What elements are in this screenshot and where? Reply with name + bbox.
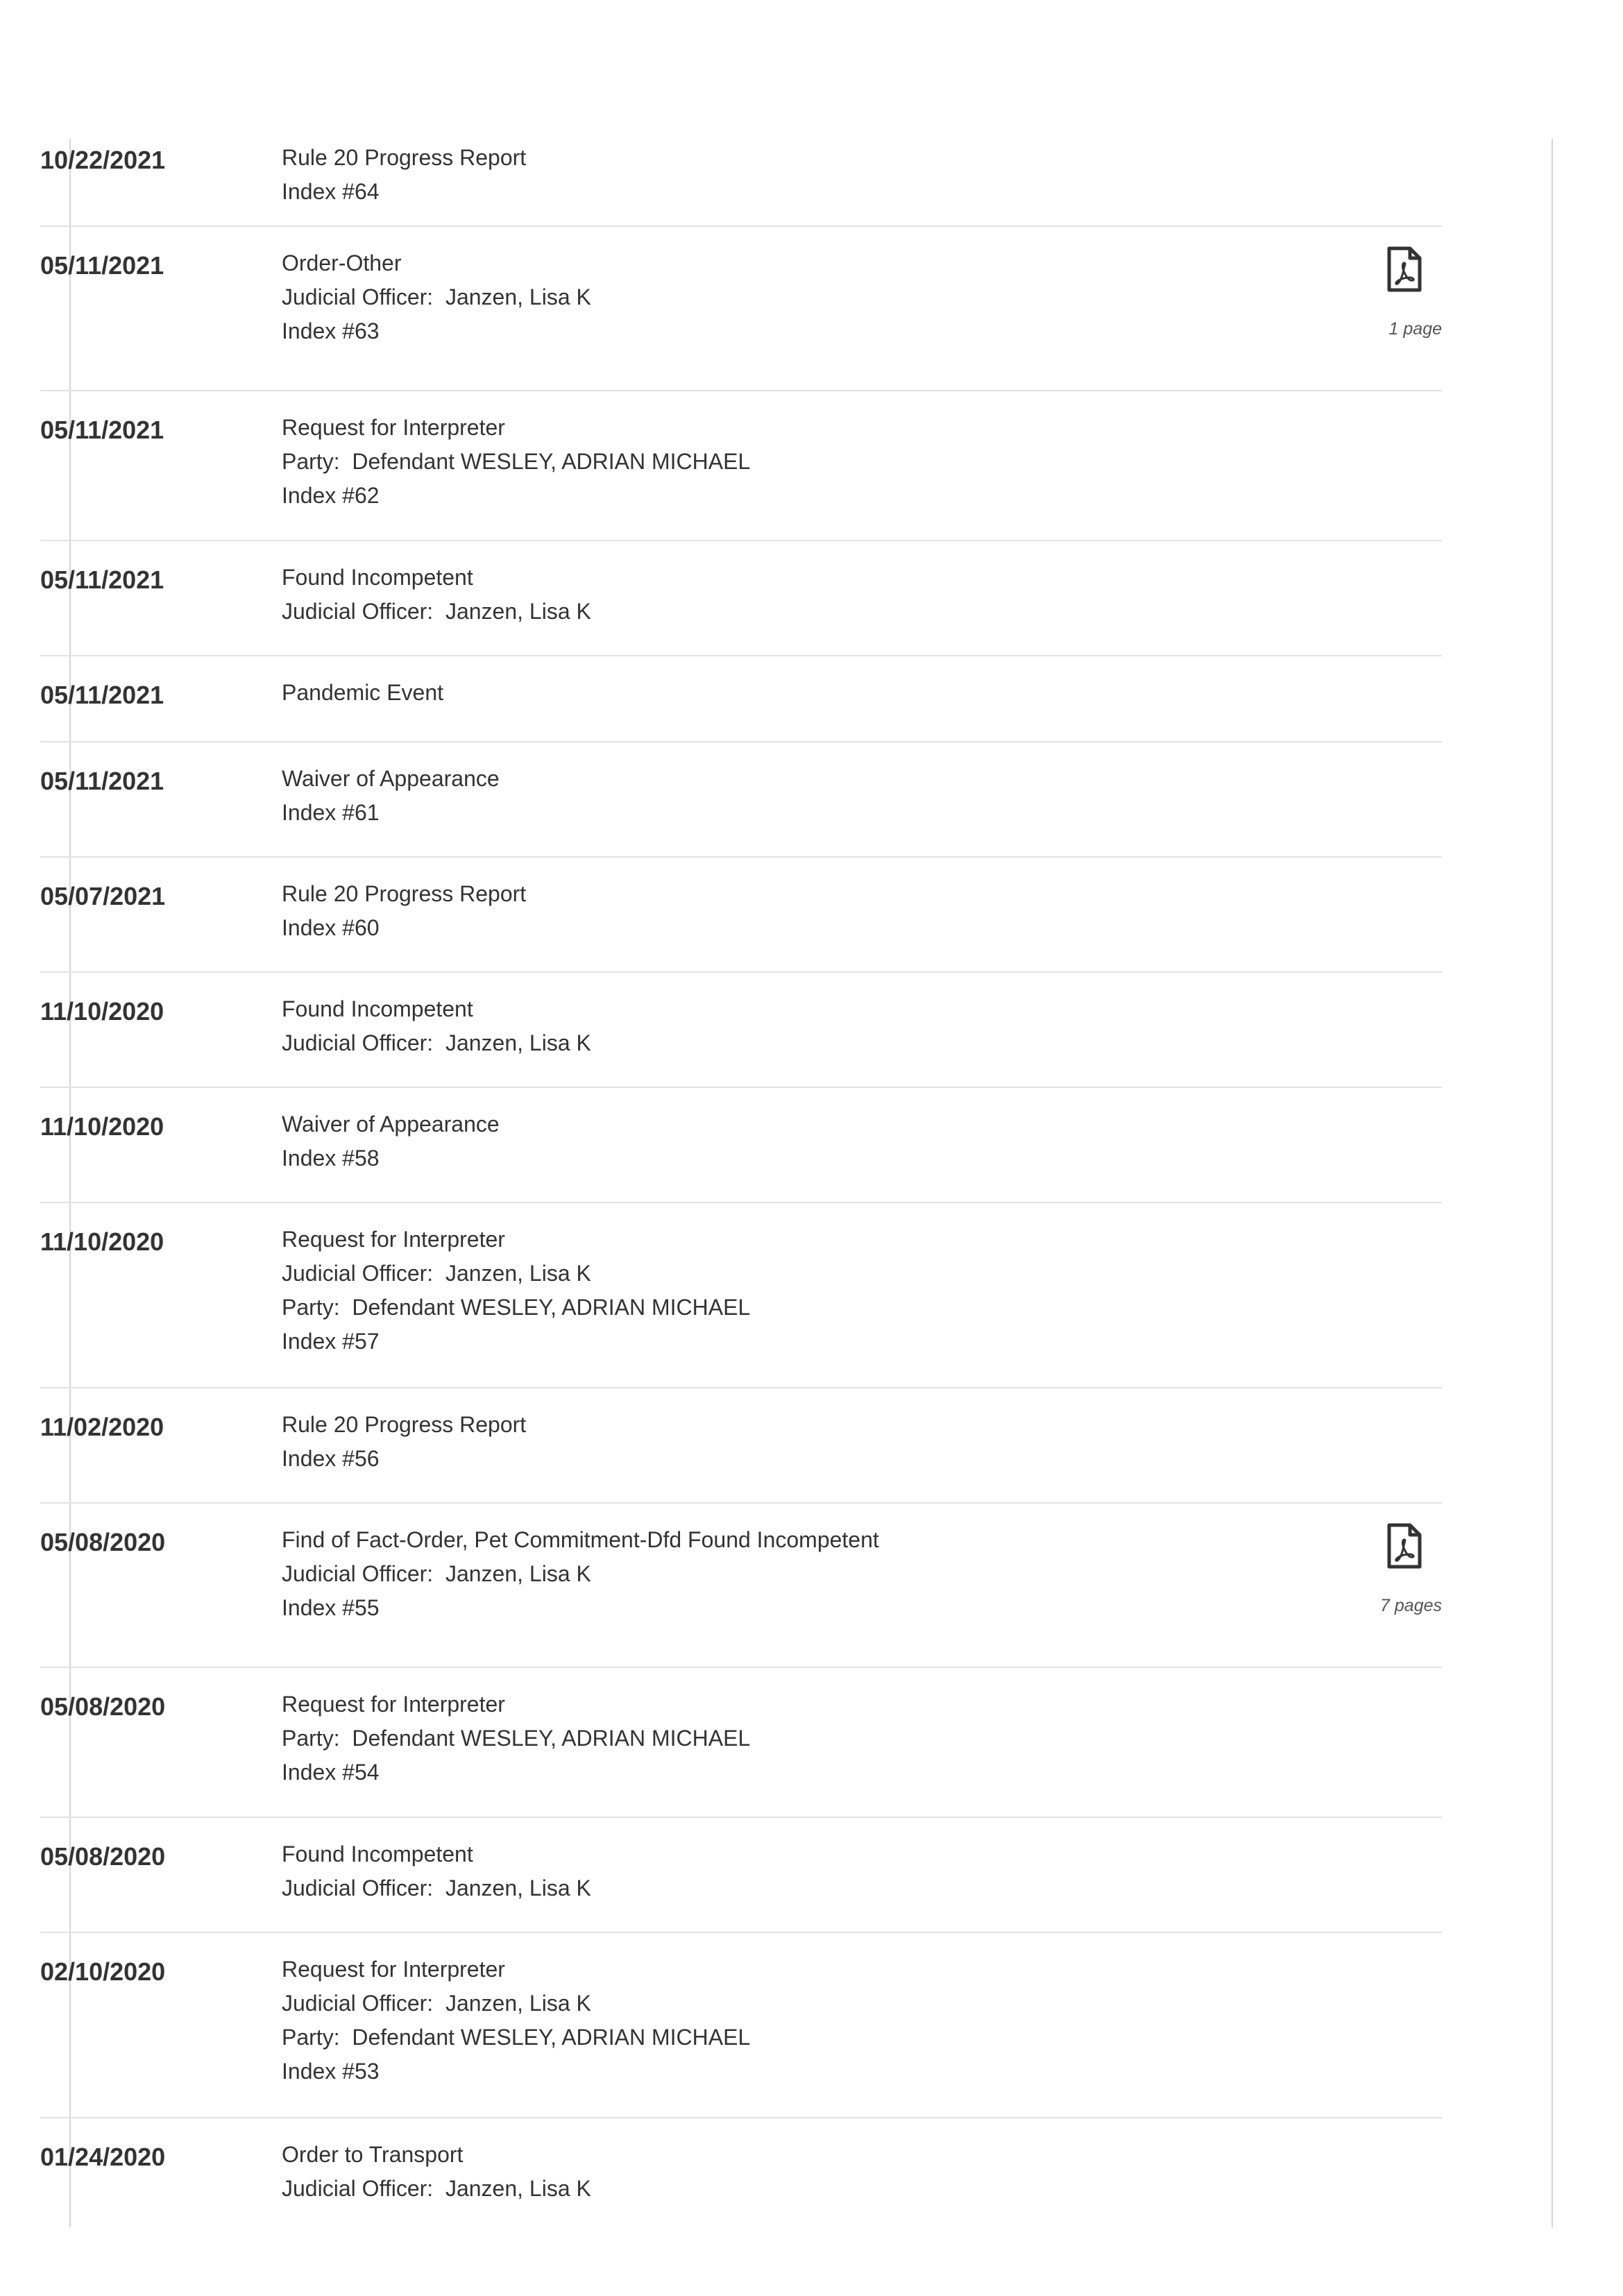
event-title: Order-Other [282,250,402,275]
event-title: Request for Interpreter [282,1957,505,1982]
case-event-row [40,858,1442,973]
case-event-row [40,1668,1442,1818]
event-title: Order to Transport [282,2142,464,2167]
event-detail-line: Index #60 [282,915,380,940]
event-document[interactable] [1359,1523,1442,1616]
event-details [282,1953,1442,2117]
event-detail-line: Judicial Officer: Janzen, Lisa K [282,1991,591,2016]
event-detail-line: Index #61 [282,800,380,825]
event-date: 02/10/2020 [40,1957,166,1986]
event-date: 11/10/2020 [40,1112,164,1141]
event-title: Pandemic Event [282,680,444,705]
event-date: 05/11/2021 [40,416,164,444]
event-details [282,1408,1442,1502]
event-title: Request for Interpreter [282,1692,505,1717]
event-date: 11/10/2020 [40,1227,164,1256]
event-title: Request for Interpreter [282,1227,505,1252]
event-detail-line: Index #58 [282,1146,380,1171]
event-detail-line: Index #63 [282,318,380,343]
case-event-row [40,1088,1442,1203]
event-details [282,992,1442,1087]
case-event-row [40,1388,1442,1504]
event-detail-line: Index #62 [282,483,380,508]
pdf-file-icon[interactable] [1386,1523,1422,1569]
case-event-row [40,1818,1442,1933]
event-date: 11/02/2020 [40,1413,164,1441]
case-event-list [40,139,1442,2229]
event-detail-line: Party: Defendant WESLEY, ADRIAN MICHAEL [282,1295,751,1320]
event-date: 05/08/2020 [40,1692,166,1721]
event-date: 05/11/2021 [40,681,164,709]
event-date: 11/10/2020 [40,997,164,1026]
event-details [282,141,1442,226]
event-date: 05/08/2020 [40,1528,166,1556]
case-event-row [40,1933,1442,2118]
event-detail-line: Party: Defendant WESLEY, ADRIAN MICHAEL [282,1726,751,1751]
event-detail-line: Judicial Officer: Janzen, Lisa K [282,1030,591,1055]
event-details [282,2138,1442,2229]
pdf-file-icon[interactable] [1386,246,1422,292]
event-details [282,561,1442,655]
page-count: 1 page [1388,319,1442,339]
case-event-row [40,139,1442,227]
case-event-row [40,227,1442,391]
event-date: 05/11/2021 [40,566,164,594]
event-details [282,1223,1442,1387]
event-details [282,1837,1442,1932]
event-title: Request for Interpreter [282,415,505,440]
event-details [282,1523,1442,1667]
case-event-row [40,1504,1442,1668]
event-title: Found Incompetent [282,996,473,1021]
event-detail-line: Judicial Officer: Janzen, Lisa K [282,284,591,309]
event-details [282,411,1442,540]
event-detail-line: Index #57 [282,1329,380,1354]
event-date: 10/22/2021 [40,146,166,174]
event-title: Rule 20 Progress Report [282,145,527,170]
event-details [282,1107,1442,1202]
event-detail-line: Judicial Officer: Janzen, Lisa K [282,1876,591,1900]
event-title: Found Incompetent [282,1842,473,1866]
event-detail-line: Index #55 [282,1595,380,1620]
event-detail-line: Index #56 [282,1446,380,1471]
event-title: Rule 20 Progress Report [282,1412,527,1437]
event-title: Rule 20 Progress Report [282,881,527,906]
event-detail-line: Index #64 [282,179,380,204]
event-title: Found Incompetent [282,565,473,590]
event-document[interactable] [1359,246,1442,339]
event-date: 01/24/2020 [40,2143,166,2171]
event-date: 05/11/2021 [40,251,164,280]
page-count: 7 pages [1380,1596,1442,1615]
case-event-row [40,656,1442,742]
event-detail-line: Index #54 [282,1760,380,1785]
event-title: Waiver of Appearance [282,766,500,791]
event-date: 05/08/2020 [40,1842,166,1871]
event-detail-line: Judicial Officer: Janzen, Lisa K [282,1561,591,1586]
case-event-row [40,742,1442,858]
event-detail-line: Party: Defendant WESLEY, ADRIAN MICHAEL [282,449,751,474]
event-detail-line: Judicial Officer: Janzen, Lisa K [282,2176,591,2201]
event-title: Waiver of Appearance [282,1112,500,1137]
event-title: Find of Fact-Order, Pet Commitment-Dfd Found Incompetent [282,1527,879,1552]
case-event-row [40,973,1442,1088]
event-details [282,246,1442,390]
event-detail-line: Judicial Officer: Janzen, Lisa K [282,1261,591,1286]
event-detail-line: Party: Defendant WESLEY, ADRIAN MICHAEL [282,2025,751,2050]
case-event-row [40,2118,1442,2229]
case-event-row [40,391,1442,541]
case-event-row [40,541,1442,656]
event-details [282,762,1442,856]
event-details [282,676,1442,741]
event-details [282,877,1442,971]
event-details [282,1687,1442,1817]
event-date: 05/11/2021 [40,767,164,795]
case-event-row [40,1203,1442,1388]
event-date: 05/07/2021 [40,882,166,910]
event-detail-line: Judicial Officer: Janzen, Lisa K [282,599,591,624]
event-detail-line: Index #53 [282,2059,380,2084]
